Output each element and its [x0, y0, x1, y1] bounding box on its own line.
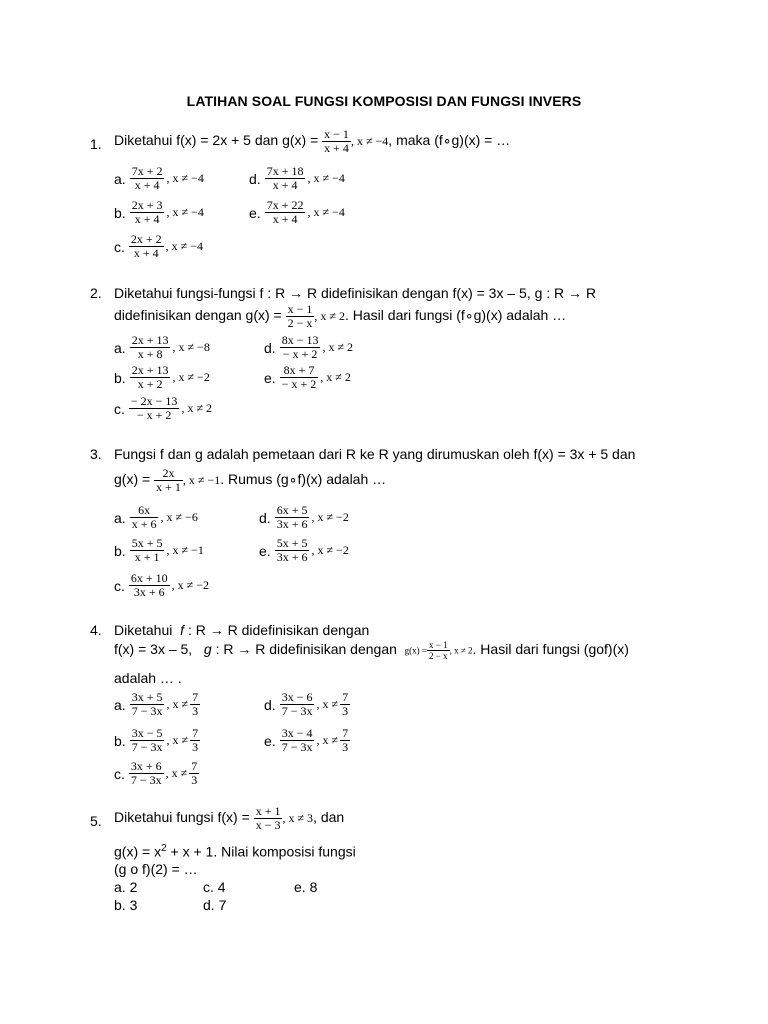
question-number: 3. [90, 446, 102, 462]
question-text-2: f(x) = 3x – 5, g : R → R didefinisikan dengan g(x) = $\frac{x - 1}{2 - x}$ , x ≠ 2. Hasil dari fungsi (gof)(x) [114, 640, 629, 661]
option-d[interactable]: d. 7 [203, 897, 227, 913]
option-d[interactable]: d. $\frac{8x - 13}{- x + 2}$ , x ≠ 2 [264, 333, 354, 361]
question-text: Diketahui f(x) = 2x + 5 dan g(x) = $\frac{x - 1}{x + 4}$ , x ≠ −4, maka (f∘g)(x) = … [114, 127, 511, 155]
question-text: Fungsi f dan g adalah pemetaan dari R ke R yang dirumuskan oleh f(x) = 3x + 5 dan [114, 446, 636, 462]
option-b[interactable]: b. $\frac{5x + 5}{x + 1}$ , x ≠ −1 [114, 536, 204, 564]
question-number: 4. [90, 622, 102, 638]
question-text: Diketahui f : R → R didefinisikan dengan [114, 622, 370, 638]
question-number: 5. [90, 813, 102, 829]
question-number: 1. [90, 136, 102, 152]
option-a[interactable]: a. $\frac{7x + 2}{x + 4}$ , x ≠ −4 [114, 164, 204, 192]
option-c[interactable]: c. $\frac{6x + 10}{3x + 6}$ , x ≠ −2 [114, 571, 210, 599]
option-a[interactable]: a. $\frac{3x + 5}{7 - 3x}$ , x ≠ $\frac{7}{3}$ [114, 690, 199, 718]
question-text-2: $g(x) = x^2 + x + 1$. Nilai komposisi fungsi [114, 843, 356, 860]
question-text: Diketahui fungsi-fungsi f : R → R didefinisikan dengan f(x) = 3x – 5, g : R → R [114, 285, 597, 301]
option-c[interactable]: c. $\frac{2x + 2}{x + 4}$ , x ≠ −4 [114, 232, 204, 260]
option-d[interactable]: d. $\frac{6x + 5}{3x + 6}$ , x ≠ −2 [259, 503, 349, 531]
option-e[interactable]: e. $\frac{8x + 7}{- x + 2}$ , x ≠ 2 [264, 363, 351, 391]
page-title: LATIHAN SOAL FUNGSI KOMPOSISI DAN FUNGSI INVERS [186, 93, 582, 109]
option-c[interactable]: c. 4 [203, 879, 226, 895]
option-e[interactable]: e. $\frac{7x + 22}{x + 4}$ , x ≠ −4 [249, 198, 345, 226]
question-text-2: g(x) = $\frac{2x}{x + 1}$ , x ≠ −1. Rumus (g∘f)(x) adalah … [114, 466, 387, 494]
option-b[interactable]: b. $\frac{2x + 13}{x + 2}$ , x ≠ −2 [114, 363, 210, 391]
option-b[interactable]: b. 3 [114, 897, 138, 913]
option-a[interactable]: a. $\frac{6x}{x + 6}$ , x ≠ −6 [114, 503, 198, 531]
question-number: 2. [90, 285, 102, 301]
question-text-3: (g o f)(2) = … [114, 861, 198, 877]
option-d[interactable]: d. $\frac{7x + 18}{x + 4}$ , x ≠ −4 [249, 164, 345, 192]
option-b[interactable]: b. $\frac{2x + 3}{x + 4}$ , x ≠ −4 [114, 198, 204, 226]
option-e[interactable]: e. 8 [294, 879, 318, 895]
option-e[interactable]: e. $\frac{3x - 4}{7 - 3x}$ , x ≠ $\frac{7}{3}$ [264, 726, 349, 754]
question-text-3: adalah … . [114, 670, 182, 686]
fraction: $\frac{x - 1}{x + 4}$ [324, 127, 349, 155]
option-d[interactable]: d. $\frac{3x - 6}{7 - 3x}$ , x ≠ $\frac{7}{3}$ [264, 690, 349, 718]
option-c[interactable]: c. $\frac{- 2x - 13}{- x + 2}$ , x ≠ 2 [114, 394, 213, 422]
question-text: Diketahui fungsi f(x) = $\frac{x + 1}{x - 3}$ , x ≠ 3, dan [114, 804, 345, 832]
option-e[interactable]: e. $\frac{5x + 5}{3x + 6}$ , x ≠ −2 [259, 536, 349, 564]
option-a[interactable]: a. $\frac{2x + 13}{x + 8}$ , x ≠ −8 [114, 333, 210, 361]
option-a[interactable]: a. 2 [114, 879, 138, 895]
option-b[interactable]: b. $\frac{3x - 5}{7 - 3x}$ , x ≠ $\frac{7}{3}$ [114, 726, 199, 754]
option-c[interactable]: c. $\frac{3x + 6}{7 - 3x}$ , x ≠ $\frac{7}{3}$ [114, 759, 198, 787]
question-text-2: didefinisikan dengan g(x) = $\frac{x - 1}{2 - x}$ , x ≠ 2. Hasil dari fungsi (f∘g)(x) adalah … [114, 302, 567, 330]
